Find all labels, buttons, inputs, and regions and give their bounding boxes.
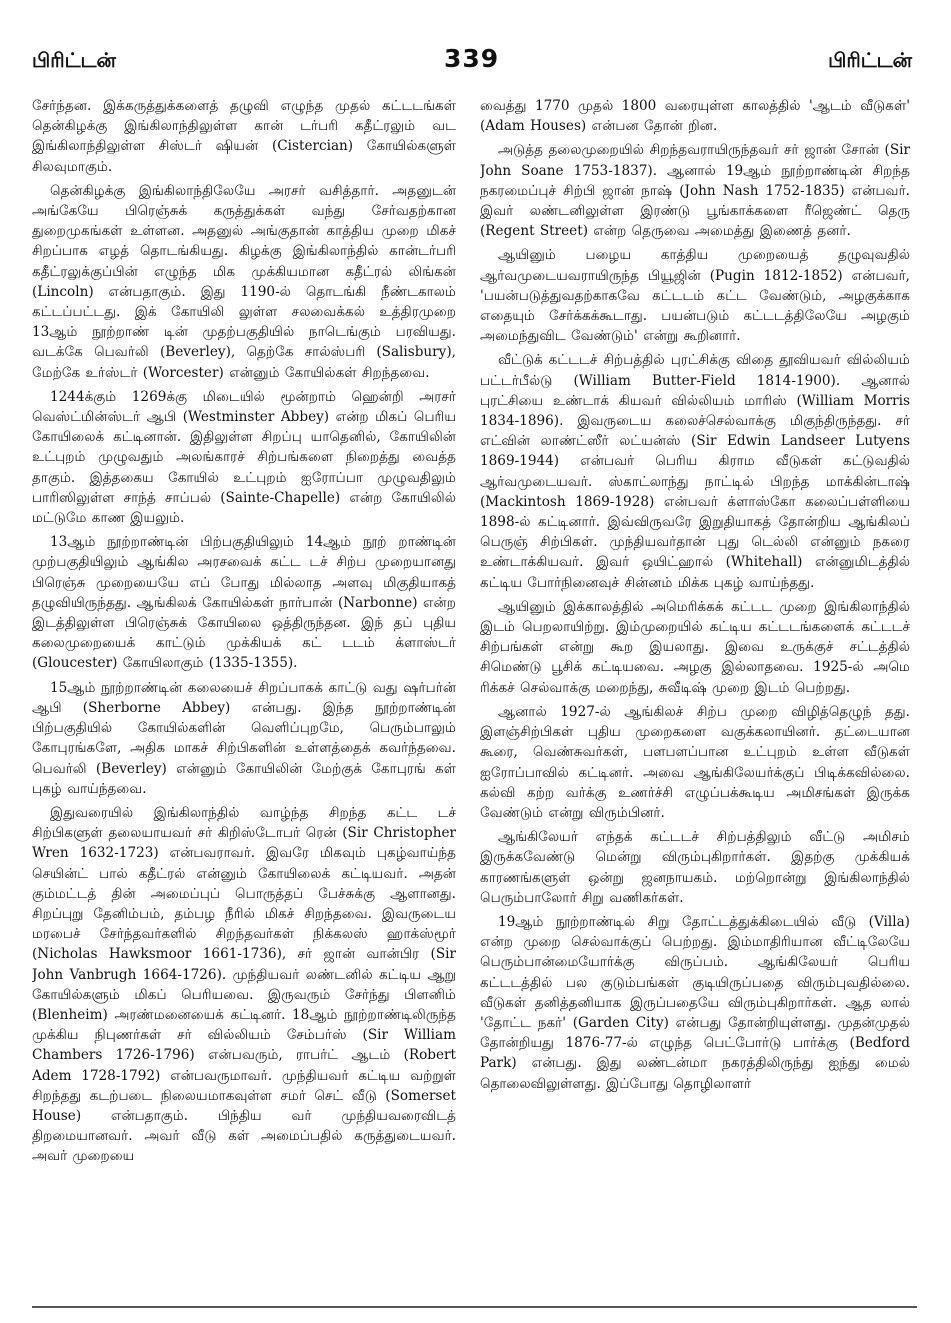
paragraph: சேர்ந்தன. இக்கருத்துக்களைத் தழுவி எழுந்த முதல் கட்டடங்கள் தென்கிழக்கு இங்கிலாந்திலுள்ள கான் டர்பரி கதீட்ரலும் வட இங்கிலாந்திலுள்ள சிஸ்டர் ஷியன் (Cistercian) கோயில்களுள் சிலவுமாகும். — [32, 98, 456, 175]
paragraph: ஆனால் 1927-ல் ஆங்கிலச் சிற்ப முறை விழித்தெழுந் தது. இளஞ்சிற்பிகள் புதிய முறைகளை வகுக்கலாயினர். தட்டையான கூரை, வெண்சுவர்கள், பளபளப்பான உட்புறம் உள்ள வீடுகள் ஐரோப்பாவில் கட்டினர். அவை ஆங்கிலேயர்க்குப் பிடிக்கவில்லை. கல்வி கற்ற வர்க்கு உணர்ச்சி எழுப்பக்கூடிய அமிசங்கள் இருக்க வேண்டும் என்று விரும்பினர். — [480, 703, 910, 821]
right-column — [480, 96, 910, 1292]
paragraph: 15ஆம் நூற்றாண்டின் கலையைச் சிறப்பாகக் காட்டு வது ஷர்பர்ன் ஆபி (Sherborne Abbey) என்பது. இந்த நூற்றாண்டின் பிற்பகுதியில் கோயில்களின் வெளிப்புறமே, பெரும்பாலும் கோபுரங்களே, அதிக மாகச் சிற்பிகளின் உள்ளத்தைக் கவர்ந்தவை. பெவர்லி (Beverley) என்னும் கோயிலின் மேற்குக் கோபுரங் கள் புகழ் வாய்ந்தவை. — [32, 679, 456, 797]
paragraph: ஆங்கிலேயர் எந்தக் கட்டடச் சிற்பத்திலும் வீட்டு அமிசம் இருக்கவேண்டு மென்று விரும்புகிறார்கள். இதற்கு முக்கியக் காரணங்களுள் ஒன்று ஜனநாயகம். மற்றொன்று இங்கிலாந்தில் பெரும்பாலோர் சிறு வணிகர்கள். — [480, 829, 910, 906]
running-head-right: பிரிட்டன் — [828, 48, 912, 72]
paragraph: ஆயினும் பழைய காத்திய முறையைத் தழுவுவதில் ஆர்வமுடையவராயிருந்த பியூஜின் (Pugin 1812-1852) என்பவர், 'பயன்படுத்துவதற்காகவே கட்டடம் கட்ட வேண்டும், அழகுக்காக எதையும் சேர்க்கக்கூடாது. பயன்படும் கட்டடத்திலேயே அழகும் அமைந்துவிட வேண்டும்' என்று கூறினார். — [480, 247, 910, 345]
paragraph: 19ஆம் நூற்றாண்டில் சிறு தோட்டத்துக்கிடையில் வீடு (Villa) என்ற முறை செல்வாக்குப் பெற்றது. இம்மாதிரியான வீட்டிலேயே பெரும்பான்மையோர்க்கு விருப்பம். ஆங்கிலேயர் பெரிய கட்டடத்தில் பல குடும்பங்கள் குடியிருப்பதை விரும்புவதில்லை. வீடுகள் தனித்தனியாக இருப்பதையே விரும்புகிறார்கள். ஆத லால் 'தோட்ட நகர்' (Garden City) என்பது தோன்றியுள்ளது. முதன்முதல் தோன்றியது 1876-77-ல் எழுந்த பெட்போர்டு பார்க்கு (Bedford Park) என்பது. இது லண்டன்மா நகரத்திலிருந்து ஐந்து மைல் தொலைவிலுள்ளது. இப்போது தொழிலாளர் — [480, 913, 910, 1092]
paragraph: 13ஆம் நூற்றாண்டின் பிற்பகுதியிலும் 14ஆம் நூற் றாண்டின் முற்பகுதியிலும் ஆங்கில அரசவைக் கட்ட டச் சிற்ப முறையானது பிரெஞ்சு முறையையே எப் போது மில்லாத அளவு மிகுதியாகத் தழுவியிருந்தது. ஆங்கிலக் கோயில்கள் நார்பான் (Narbonne) என்ற இடத்திலுள்ள பிரெஞ்சுக் கோயிலை ஒத்திருந்தன. இந் தப் புதிய கலைமுறையைக் காட்டும் முக்கியக் கட் டடம் க்ளாஸ்டர் (Gloucester) கோயிலாகும் (1335-1355). — [32, 534, 456, 672]
paragraph: ஆயினும் இக்காலத்தில் அமெரிக்கக் கட்டட முறை இங்கிலாந்தில் இடம் பெறலாயிற்று. இம்முறையில் கட்டிய கட்டடங்களைக் கட்டடச் சிற்பங்கள் என்று கூற இயலாது. இவை உருக்குச் சட்டத்தில் சிமெண்டு பூசிக் கட்டியவை. அழகு இல்லாதவை. 1925-ல் அமெ ரிக்கச் செல்வாக்கு மறைந்து, சுவீடிஷ் முறை இடம் பெற்றது. — [480, 598, 910, 696]
paragraph: இதுவரையில் இங்கிலாந்தில் வாழ்ந்த சிறந்த கட்ட டச் சிற்பிகளுள் தலையாயவர் சர் கிறிஸ்டோபர் ரென் (Sir Christopher Wren 1632-1723) என்பவராவர். இவரே மிகவும் புகழ்வாய்ந்த செயின்ட் பால் கதீட்ரல் என்னும் கோயிலைக் கட்டியவர். அதன் கும்மட்டத் தின் அமைப்புப் பொருத்தப் பேச்சுக்கு ஆளானது. சிறப்புறு தேனிம்பம், தம்பழ நீரில் மிகச் சிறந்தவை. இவருடைய மரபைச் சேர்ந்தவர்களில் சிறந்தவர்கள் நிக்கலஸ் ஹாக்ஸ்மூர் (Nicholas Hawksmoor 1661-1736), சர் ஜான் வான்பிர (Sir John Vanbrugh 1664-1726). முந்தியவர் லண்டனில் கட்டிய ஆறு கோயில்களும் மிகப் பெரியவை. இருவரும் சேர்ந்து பிளனிம் (Blenheim) அரண்மனையைக் கட்டினர். 18ஆம் நூற்றாண்டிலிருந்த முக்கிய நிபுணர்கள் சர் வில்லியம் சேம்பர்ஸ் (Sir William Chambers 1726-1796) என்பவரும், ராபர்ட் ஆடம் (Robert Adem 1728-1792) என்பவருமாவர். முந்தியவர் கட்டிய வற்றுள் சிறந்தது கடற்படை நிலையமாகவுள்ள சமர் செட் வீடு (Somerset House) என்பதாகும். பிந்திய வர் முந்தியவரைவிடத் திறமையானவர். அவர் வீடு கள் அமைப்பதில் கருத்துடையவர். அவர் முறையை — [32, 804, 456, 1165]
paragraph: வீட்டுக் கட்டடச் சிற்பத்தில் புரட்சிக்கு விதை தூவியவர் வில்லியம் பட்டர்பீல்டு (William Butter-Field 1814-1900). ஆனால் புரட்சியை உண்டாக் கியவர் வில்லியம் மாரிஸ் (William Morris 1834-1896). இவருடைய கலைச்செல்வாக்கு மிகுந்திருந்தது. சர் எட்வின் லாண்ட்ஸீர் லட்யன்ஸ் (Sir Edwin Landseer Lutyens 1869-1944) என்பவர் பெரிய கிராம வீடுகள் கட்டுவதில் ஆர்வமுடையவர். ஸ்காட்லாந்து நாட்டில் பிறந்த மாக்கின்டாஷ் (Mackintosh 1869-1928) என்பவர் க்ளாஸ்கோ கலைப்பள்ளியை 1898-ல் கட்டினார். இவ்விருவரே இறுதியாகத் தோன்றிய ஆங்கிலப் பெருஞ் சிற்பிகள். முந்தியவர்தான் புது டெல்லி என்னும் நகரை உண்டாக்கியவர். இவர் ஒயிட்ஹால் (Whitehall) என்னுமிடத்தில் கட்டிய போர்நினைவுச் சின்னம் மிக்க புகழ் வாய்ந்தது. — [480, 352, 910, 591]
paragraph: 1244க்கும் 1269க்கு மிடையில் மூன்றாம் ஹென்றி அரசர் வெஸ்ட்மின்ஸ்டர் ஆபி (Westminster Abbey) என்ற மிகப் பெரிய கோயிலைக் கட்டினான். இதிலுள்ள சிறப்பு யாதெனில், கோயிலின் உட்புறம் முழுவதும் அலங்காரச் சிற்பங்களை நிறைத்து வைத்த தாகும். இத்தகைய கோயில் உட்புறம் ஐரோப்பா முழுவதிலும் பாரிஸிலுள்ள சாந்த் சாப்பல் (Sainte-Chapelle) என்ற கோயிலில் மட்டுமே காண இயலும். — [32, 388, 456, 527]
left-column — [32, 96, 456, 1292]
running-head-left: பிரிட்டன் — [32, 48, 116, 72]
page-header — [32, 44, 912, 84]
paragraph: வைத்து 1770 முதல் 1800 வரையுள்ள காலத்தில் 'ஆடம் வீடுகள்' (Adam Houses) என்பன தோன் றின. — [480, 98, 910, 135]
page-number: 339 — [444, 44, 500, 73]
paragraph: அடுத்த தலைமுறையில் சிறந்தவராயிருந்தவர் சர் ஜான் சோன் (Sir John Soane 1753-1837). ஆனால் 19ஆம் நூற்றாண்டின் சிறந்த நகரமைப்புச் சிற்பி ஜான் நாஷ் (John Nash 1752-1835) என்பவர். இவர் லண்டனிலுள்ள இரண்டு பூங்காக்களை ரீஜெண்ட் தெரு (Regent Street) என்ற தெருவை அமைத்து இணைத் தனர். — [480, 142, 910, 240]
paragraph: தென்கிழக்கு இங்கிலாந்திலேயே அரசர் வசித்தார். அதனுடன் அங்கேயே பிரெஞ்சுக் கருத்துக்கள் வந்து சேர்வதற்கான துறைமுகங்கள் உள்ளன. அதனுல் அங்குதான் காத்திய முறை மிகச் சிறப்பாக எழத் தொடங்கியது. கிழக்கு இங்கிலாந்தில் கான்டர்பரி கதீட்ரலுக்குப்பின் எழுந்த மிக முக்கியமான கதீட்ரல் லிங்கன் (Lincoln) என்பதாகும். இது 1190-ல் தொடங்கி நீண்டகாலம் கட்டப்பட்டது. இக் கோயிலி லுள்ள சலவைக்கல் உத்திரமுறை 13ஆம் நூற்றாண் டின் முதற்பகுதியில் நாடெங்கும் பரவியது. வடக்கே பெவர்லி (Beverley), தெற்கே சால்ஸ்பரி (Salisbury), மேற்கே உர்ஸ்டர் (Worcester) என்னும் கோயில்கள் சிறந்தவை. — [32, 182, 456, 381]
bottom-rule — [32, 1306, 917, 1308]
